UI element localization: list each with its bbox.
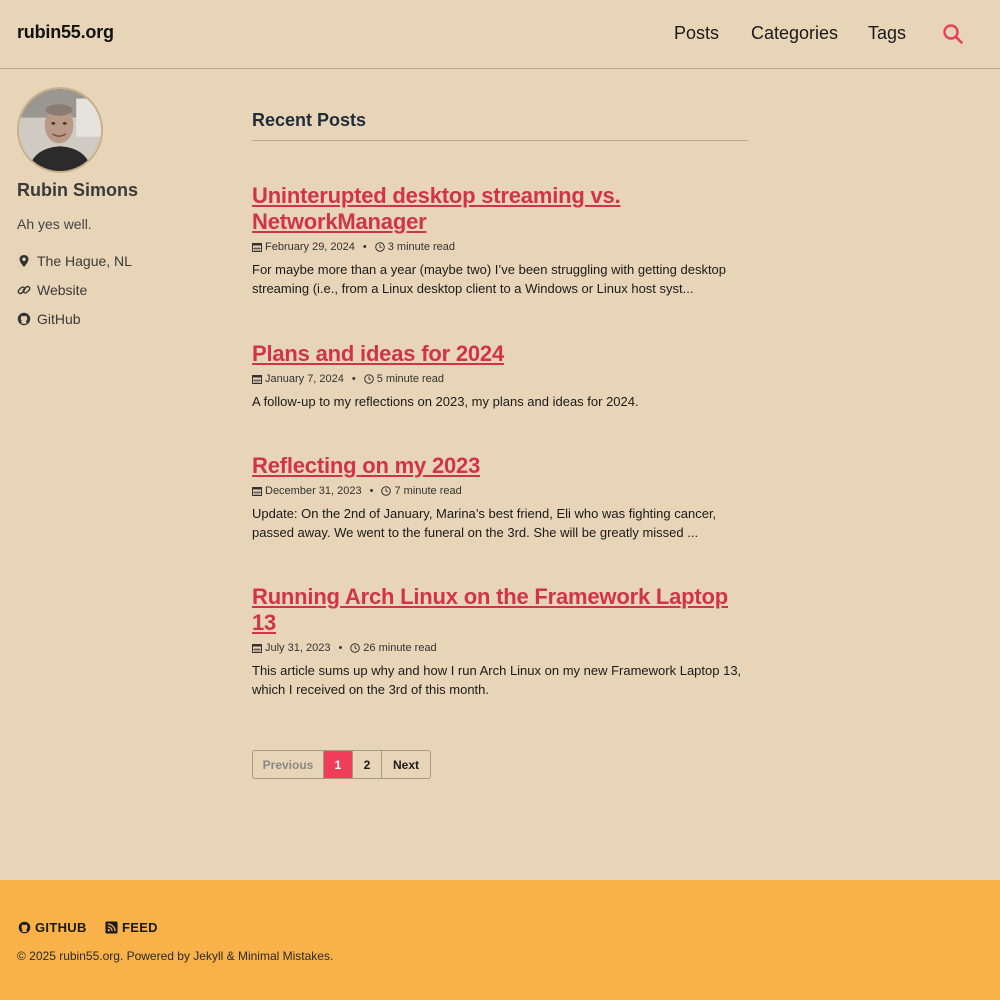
clock-icon — [375, 242, 385, 252]
post-meta — [252, 373, 748, 385]
post-date: January 7, 2024 — [265, 373, 344, 385]
avatar — [17, 87, 103, 173]
author-github-link[interactable] — [17, 311, 81, 327]
calendar-icon — [252, 486, 262, 496]
author-location — [17, 253, 132, 269]
footer-github-label: GITHUB — [35, 920, 87, 935]
link-icon — [17, 283, 31, 297]
post-excerpt: For maybe more than a year (maybe two) I’ve been struggling with getting desktop streaming (i.e., from a Linux desktop client to a Windows or Linux host syst... — [252, 262, 727, 296]
github-icon — [17, 312, 31, 326]
pagination-next[interactable]: Next — [392, 757, 419, 772]
search-icon — [941, 22, 965, 46]
nav-link-categories[interactable]: Categories — [751, 23, 839, 43]
page-heading: Recent Posts — [252, 110, 748, 141]
pagination-previous[interactable]: Previous — [253, 751, 324, 778]
post-title-link[interactable]: Uninterupted desktop streaming vs. NetworkManager — [252, 183, 621, 234]
github-icon — [18, 921, 31, 934]
avatar-photo — [19, 89, 101, 171]
post-item — [252, 584, 748, 699]
post-read-time: 5 minute read — [376, 373, 445, 385]
clock-icon — [381, 486, 391, 496]
copyright: © 2025 rubin55.org. Powered by Jekyll & Minimal Mistakes. — [17, 949, 334, 963]
post-excerpt: This article sums up why and how I run Arch Linux on my new Framework Laptop 13, which I received on the 3rd of this month. — [252, 663, 742, 697]
nav-link-tags[interactable]: Tags — [868, 23, 907, 43]
clock-icon — [364, 374, 374, 384]
pagination-page-1[interactable]: 1 — [324, 751, 353, 778]
post-meta — [252, 642, 748, 654]
post-item — [252, 453, 748, 542]
post-item — [252, 183, 748, 298]
map-marker-icon — [17, 254, 31, 268]
post-meta — [252, 485, 748, 497]
masthead — [0, 0, 1000, 69]
calendar-icon — [252, 643, 262, 653]
post-title-link[interactable]: Running Arch Linux on the Framework Laptop 13 — [252, 584, 729, 635]
author-name: Rubin Simons — [17, 180, 138, 200]
post-read-time: 3 minute read — [387, 241, 456, 253]
post-item — [252, 341, 748, 411]
footer-feed-label: FEED — [122, 920, 158, 935]
meta-separator: • — [351, 373, 356, 385]
meta-separator: • — [338, 642, 343, 654]
footer-feed-link[interactable] — [105, 920, 158, 935]
author-github-label: GitHub — [37, 311, 81, 327]
footer-github-link[interactable] — [18, 920, 87, 935]
post-meta — [252, 241, 748, 253]
meta-separator: • — [369, 485, 374, 497]
post-date: December 31, 2023 — [265, 485, 362, 497]
author-website-label: Website — [37, 282, 88, 298]
author-website-link[interactable] — [17, 282, 87, 298]
author-bio: Ah yes well. — [17, 216, 92, 232]
nav-link-posts[interactable]: Posts — [674, 23, 720, 43]
post-read-time: 26 minute read — [363, 642, 437, 654]
meta-separator: • — [362, 241, 367, 253]
post-excerpt: A follow-up to my reflections on 2023, my plans and ideas for 2024. — [252, 394, 639, 409]
rss-icon — [105, 921, 118, 934]
footer — [0, 880, 1000, 1000]
site-title-link[interactable]: rubin55.org — [17, 22, 114, 42]
author-location-label: The Hague, NL — [37, 253, 132, 269]
post-title-link[interactable]: Plans and ideas for 2024 — [252, 341, 504, 366]
clock-icon — [350, 643, 360, 653]
calendar-icon — [252, 242, 262, 252]
post-read-time: 7 minute read — [394, 485, 462, 497]
pagination — [252, 750, 431, 779]
post-title-link[interactable]: Reflecting on my 2023 — [252, 453, 481, 478]
post-excerpt: Update: On the 2nd of January, Marina’s best friend, Eli who was fighting cancer, passed away. We went to the funeral on the 3rd. She will be greatly missed ... — [252, 506, 717, 540]
post-date: July 31, 2023 — [265, 642, 331, 654]
pagination-page-2[interactable]: 2 — [353, 751, 382, 778]
calendar-icon — [252, 374, 262, 384]
post-date: February 29, 2024 — [265, 241, 355, 253]
search-button[interactable] — [941, 22, 965, 46]
